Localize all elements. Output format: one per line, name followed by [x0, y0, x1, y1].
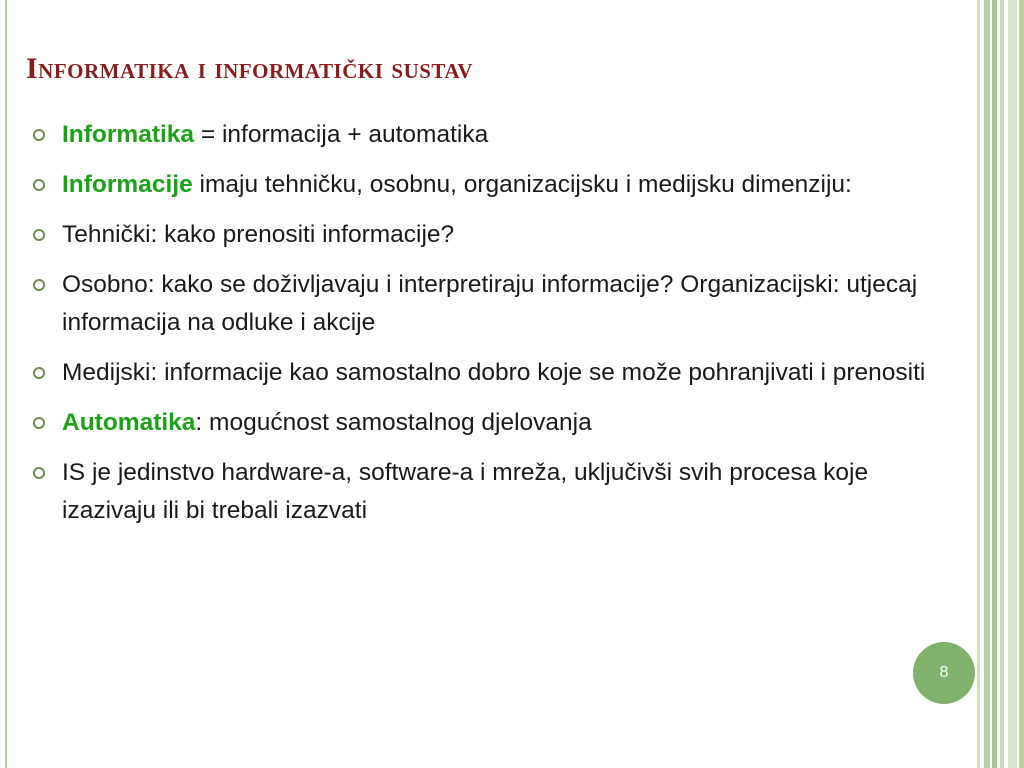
bullet-ring-icon — [33, 229, 45, 241]
bullet-ring-icon — [33, 367, 45, 379]
bullet-ring-icon — [33, 417, 45, 429]
bullet-text: imaju tehničku, osobnu, organizacijsku i medijsku dimenziju: — [192, 171, 852, 198]
bullet-term: Informatika — [62, 121, 195, 148]
right-decor-stripe — [1008, 0, 1017, 768]
bullet-item — [30, 216, 930, 254]
bullet-list — [30, 116, 930, 542]
bullet-item — [30, 166, 930, 204]
bullet-text: Tehnički: kako prenositi informacije? — [62, 221, 455, 248]
bullet-term: Informacije — [62, 171, 193, 198]
right-decor-stripe — [1000, 0, 1004, 768]
bullet-item — [30, 266, 930, 342]
right-decor-stripe — [992, 0, 997, 768]
bullet-item — [30, 404, 930, 442]
bullet-text: IS je jedinstvo hardware-a, software-a i mreža, uključivši svih procesa koje izazivaju ili bi trebali izazvati — [62, 459, 869, 524]
left-border-line — [5, 0, 7, 768]
bullet-term: Automatika — [62, 409, 196, 436]
page-number-badge: 8 — [913, 642, 975, 704]
right-decor-stripe — [977, 0, 980, 768]
bullet-text: : mogućnost samostalnog djelovanja — [195, 409, 592, 436]
bullet-ring-icon — [33, 467, 45, 479]
bullet-ring-icon — [33, 179, 45, 191]
bullet-ring-icon — [33, 279, 45, 291]
bullet-text: Osobno: kako se doživljavaju i interpretiraju informacije? Organizacijski: utjecaj informacija na odluke i akcije — [62, 271, 918, 336]
right-decor-stripe — [1019, 0, 1024, 768]
bullet-item — [30, 354, 930, 392]
bullet-item — [30, 116, 930, 154]
slide-title: Informatika i informatički sustav — [26, 52, 473, 85]
bullet-text: = informacija + automatika — [194, 121, 489, 148]
bullet-ring-icon — [33, 129, 45, 141]
bullet-item — [30, 454, 930, 530]
bullet-text: Medijski: informacije kao samostalno dobro koje se može pohranjivati i prenositi — [62, 359, 926, 386]
right-decor-stripe — [984, 0, 990, 768]
